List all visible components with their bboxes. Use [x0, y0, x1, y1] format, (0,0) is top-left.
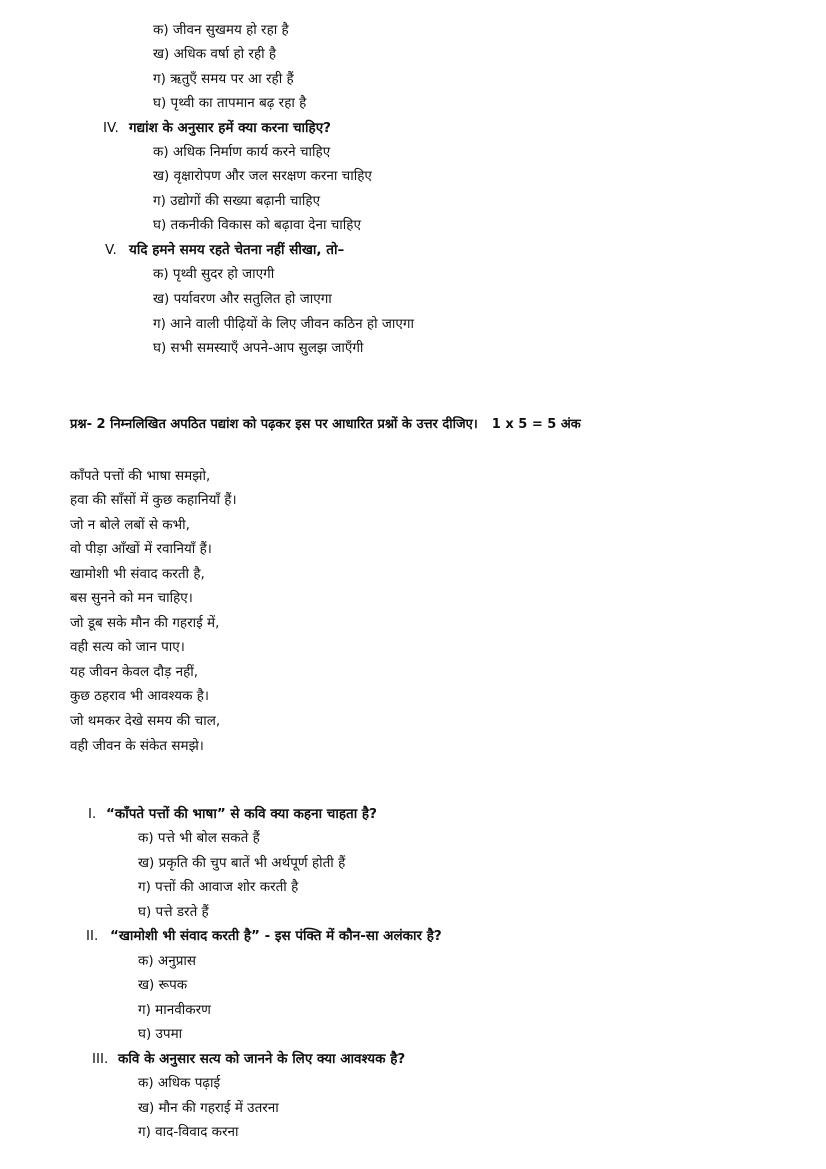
q4-option-a: क) अधिक निर्माण कार्य करने चाहिए — [153, 144, 331, 160]
poem-line: वही जीवन के संकेत समझे। — [70, 738, 204, 754]
poem-line: जो डूब सके मौन की गहराई में, — [70, 615, 220, 631]
question-number: IV. — [103, 120, 119, 136]
qiii-option-b: ख) मौन की गहराई में उतरना — [138, 1100, 279, 1116]
question-2-heading — [70, 416, 581, 434]
question-ii — [86, 927, 442, 945]
q3-option-c: ग) ऋतुएँ समय पर आ रही हैं — [153, 71, 294, 87]
q5-option-a: क) पृथ्वी सुदर हो जाएगी — [153, 266, 275, 282]
poem-line: जो थमकर देखे समय की चाल, — [70, 713, 221, 729]
qiii-option-c: ग) वाद-विवाद करना — [138, 1124, 239, 1140]
question-text: कवि के अनुसार सत्य को जानने के लिए क्या आवश्यक है? — [118, 1051, 406, 1067]
question-text: “काँपते पत्तों की भाषा” से कवि क्या कहना चाहता है? — [106, 806, 377, 822]
question-text: यदि हमने समय रहते चेतना नहीं सीखा, तो– — [129, 242, 345, 258]
q4-option-d: घ) तकनीकी विकास को बढ़ावा देना चाहिए — [153, 217, 361, 233]
question-number: II. — [86, 928, 99, 944]
q3-option-a: क) जीवन सुखमय हो रहा है — [153, 22, 289, 38]
q3-option-b: ख) अधिक वर्षा हो रही है — [153, 46, 277, 62]
q5-option-c: ग) आने वाली पीढ़ियों के लिए जीवन कठिन हो जाएगा — [153, 316, 414, 332]
poem-line: खामोशी भी संवाद करती है, — [70, 566, 205, 582]
qi-option-c: ग) पत्तों की आवाज शोर करती है — [138, 879, 299, 895]
poem-line: जो न बोले लबों से कभी, — [70, 517, 190, 533]
question-iii — [92, 1050, 405, 1068]
qii-option-d: घ) उपमा — [138, 1026, 183, 1042]
poem-line: वही सत्य को जान पाए। — [70, 639, 185, 655]
question-iv — [103, 119, 331, 137]
qii-option-a: क) अनुप्रास — [138, 953, 197, 969]
poem-line: वो पीड़ा आँखों में रवानियाँ हैं। — [70, 541, 212, 557]
qiii-option-a: क) अधिक पढ़ाई — [138, 1075, 221, 1091]
question-2-marks: 1 x 5 = 5 अंक — [491, 417, 581, 432]
q5-option-b: ख) पर्यावरण और सतुलित हो जाएगा — [153, 291, 332, 307]
qii-option-c: ग) मानवीकरण — [138, 1002, 211, 1018]
poem-line: कुछ ठहराव भी आवश्यक है। — [70, 688, 210, 704]
question-number: III. — [92, 1051, 109, 1067]
q4-option-b: ख) वृक्षारोपण और जल सरक्षण करना चाहिए — [153, 168, 372, 184]
qii-option-b: ख) रूपक — [138, 977, 188, 993]
q4-option-c: ग) उद्योगों की सख्या बढ़ानी चाहिए — [153, 193, 321, 209]
question-2-title: प्रश्न- 2 निम्नलिखित अपठित पद्यांश को पढ़कर इस पर आधारित प्रश्नों के उत्तर दीजिए। — [70, 417, 478, 432]
qi-option-b: ख) प्रकृति की चुप बातें भी अर्थपूर्ण होती हैं — [138, 855, 346, 871]
poem-line: हवा की साँसों में कुछ कहानियाँ हैं। — [70, 492, 237, 508]
poem-line: यह जीवन केवल दौड़ नहीं, — [70, 664, 199, 680]
qi-option-a: क) पत्ते भी बोल सकते हैं — [138, 830, 260, 846]
question-v — [105, 241, 344, 259]
qi-option-d: घ) पत्ते डरते हैं — [138, 904, 209, 920]
poem-line: बस सुनने को मन चाहिए। — [70, 590, 193, 606]
question-i — [88, 805, 377, 823]
poem-line: काँपते पत्तों की भाषा समझो, — [70, 468, 211, 484]
q5-option-d: घ) सभी समस्याएँ अपने-आप सुलझ जाएँगी — [153, 340, 364, 356]
q3-option-d: घ) पृथ्वी का तापमान बढ़ रहा है — [153, 95, 307, 111]
question-text: गद्यांश के अनुसार हमें क्या करना चाहिए? — [129, 120, 331, 136]
question-number: I. — [88, 806, 97, 822]
question-text: “खामोशी भी संवाद करती है” - इस पंक्ति में कौन-सा अलंकार है? — [110, 928, 442, 944]
question-number: V. — [105, 242, 117, 258]
